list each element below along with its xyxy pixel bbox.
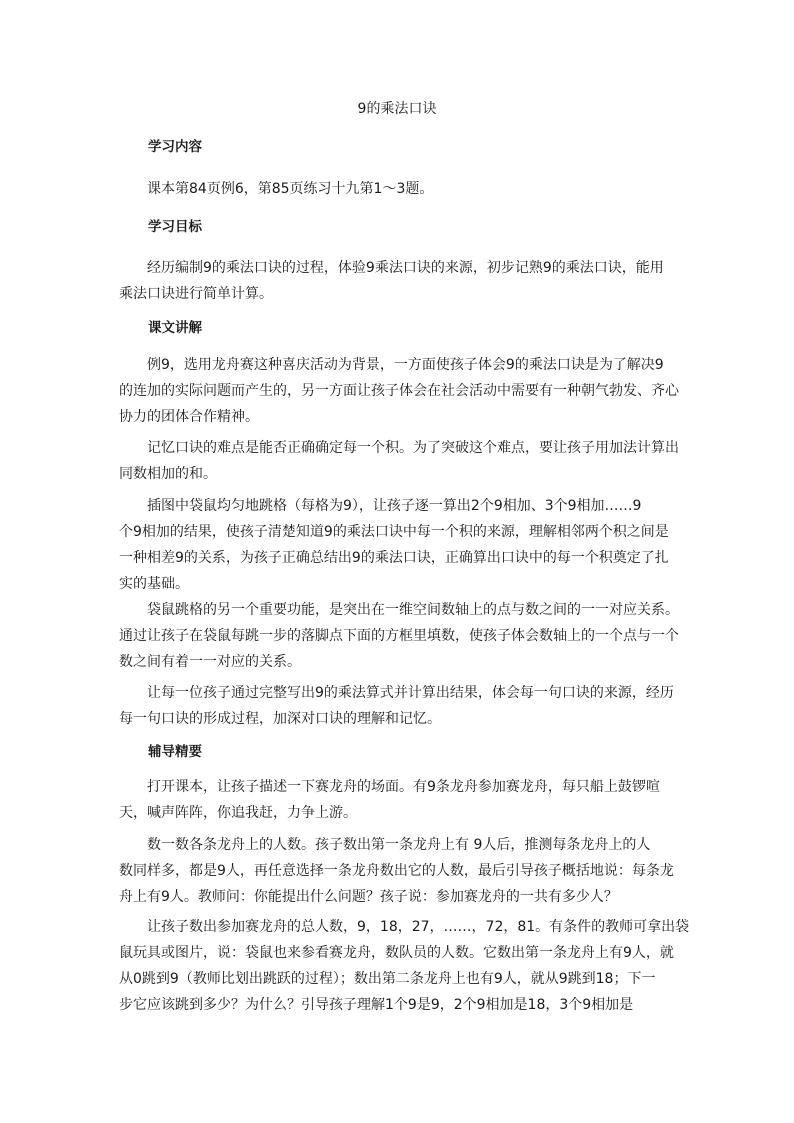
paragraph-guide-3 (119, 914, 690, 1018)
paragraph-explain-3 (119, 493, 679, 597)
heading-learning-content: 学习内容 (148, 139, 202, 155)
paragraph-guide-2 (119, 832, 679, 910)
text-line: 数同样多，都是9人，再任意选择一条龙舟数出它的人数，最后引导孩子概括地说：每条龙 (119, 863, 674, 879)
text-line: 乘法口诀进行简单计算。 (119, 286, 273, 302)
document-title: 9的乘法口诀 (357, 101, 437, 117)
text-line: 步它应该跳到多少？为什么？引导孩子理解1个9是9，2个9相加是18，3个9相加是 (119, 997, 634, 1013)
text-line: 个9相加的结果，使孩子清楚知道9的乘法口诀中每一个积的来源，理解相邻两个积之间是 (119, 524, 669, 540)
paragraph-explain-4 (119, 597, 679, 675)
heading-guidance: 辅导精要 (148, 744, 202, 760)
paragraph-learning-content (119, 176, 679, 202)
paragraph-learning-goals (119, 255, 679, 307)
text-line: 同数相加的和。 (119, 466, 217, 482)
heading-lesson-explanation: 课文讲解 (148, 320, 202, 336)
paragraph-explain-2 (119, 435, 679, 487)
text-line: 实的基础。 (119, 576, 189, 592)
text-line: 数一数各条龙舟上的人数。孩子数出第一条龙舟上有 9人后，推测每条龙舟上的人 (147, 837, 651, 853)
text-line: 让孩子数出参加赛龙舟的总人数，9，18，27，……，72，81。有条件的教师可拿出袋 (147, 919, 690, 935)
text-line: 一种相差9的关系，为孩子正确总结出9的乘法口诀，正确算出口诀中的每一个积奠定了扎 (119, 550, 669, 566)
text-line: 通过让孩子在袋鼠每跳一步的落脚点下面的方框里填数，使孩子体会数轴上的一个点与一个 (119, 628, 679, 644)
text-line: 的连加的实际问题而产生的，另一方面让孩子体会在社会活动中需要有一种朝气勃发、齐心 (119, 383, 679, 399)
text-line: 经历编制9的乘法口诀的过程，体验9乘法口诀的来源，初步记熟9的乘法口诀，能用 (147, 260, 664, 276)
text-line: 舟上有9人。教师问：你能提出什么问题？孩子说：参加赛龙舟的一共有多少人？ (119, 889, 618, 905)
text-line: 插图中袋鼠均匀地跳格（每格为9），让孩子逐一算出2个9相加、3个9相加……9 (147, 498, 642, 514)
text-line: 鼠玩具或图片，说：袋鼠也来参看赛龙舟，数队员的人数。它数出第一条龙舟上有9人，就 (119, 945, 674, 961)
paragraph-explain-1 (119, 352, 679, 430)
text-line: 袋鼠跳格的另一个重要功能，是突出在一维空间数轴上的点与数之间的一一对应关系。 (147, 602, 679, 618)
text-line: 协力的团体合作精神。 (119, 409, 259, 425)
text-line: 例9，选用龙舟赛这种喜庆活动为背景，一方面使孩子体会9的乘法口诀是为了解决9 (147, 357, 664, 373)
heading-learning-goals: 学习目标 (148, 219, 202, 235)
text-line: 课本第84页例6，第85页练习十九第1～3题。 (147, 181, 434, 197)
paragraph-explain-5 (119, 680, 679, 732)
text-line: 让每一位孩子通过完整写出9的乘法算式并计算出结果，体会每一句口诀的来源，经历 (147, 685, 674, 701)
paragraph-guide-1 (119, 774, 679, 826)
text-line: 记忆口诀的难点是能否正确确定每一个积。为了突破这个难点，要让孩子用加法计算出 (147, 440, 679, 456)
text-line: 打开课本，让孩子描述一下赛龙舟的场面。有9条龙舟参加赛龙舟，每只船上鼓锣喧 (147, 779, 660, 795)
text-line: 从0跳到9（教师比划出跳跃的过程）；数出第二条龙舟上也有9人，就从9跳到18；下一 (119, 971, 656, 987)
text-line: 天，喊声阵阵，你追我赶，力争上游。 (119, 805, 357, 821)
text-line: 每一句口诀的形成过程，加深对口诀的理解和记忆。 (119, 711, 441, 727)
text-line: 数之间有着一一对应的关系。 (119, 654, 301, 670)
